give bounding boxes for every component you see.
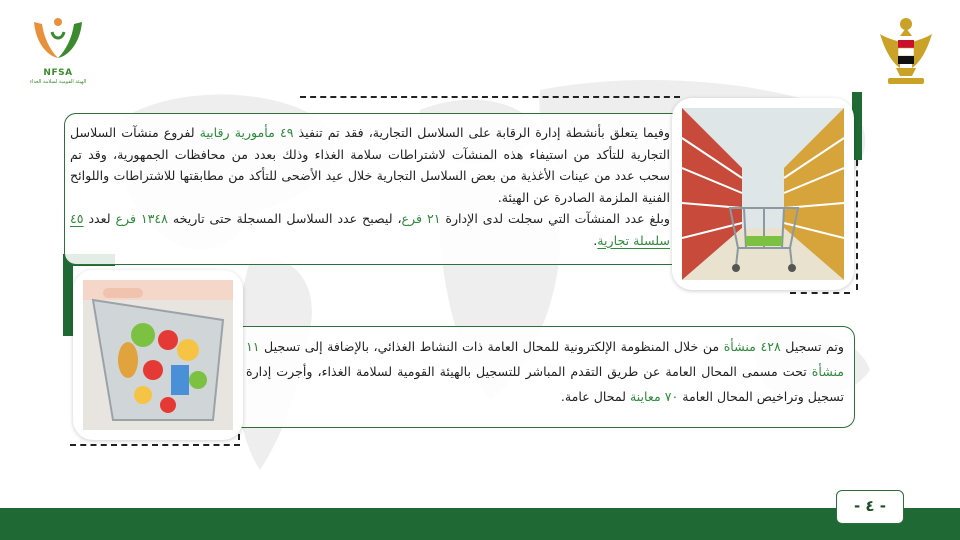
dashed-line [856, 160, 858, 290]
logo-abbreviation: NFSA [43, 68, 73, 78]
paragraph-text: . [593, 232, 598, 248]
shopping-cart-produce-image [83, 280, 233, 430]
paragraph-text: وفيما يتعلق بأنشطة إدارة الرقابة على السلاسل التجارية، فقد تم تنفيذ [293, 125, 670, 140]
highlight-chains-count: ٤٥ سلسلة تجارية [70, 211, 670, 248]
accent-tab [63, 254, 73, 336]
footer-bar [0, 508, 960, 540]
nfsa-logo-icon [28, 14, 88, 62]
shops-paragraph [246, 334, 844, 409]
highlight-total-branches: ١٣٤٨ فرع [115, 211, 168, 226]
shopping-cart-produce-photo [73, 270, 243, 440]
paragraph-text: ، ليصبح عدد السلاسل المسجلة حتى تاريخه [167, 211, 402, 226]
paragraph-text: لفروع منشآت السلاسل التجارية للتأكد من استيفاء هذه المنشآت لاشتراطات سلامة الغذاء وذلك بعدد من محافظات الجمهورية، وقد تم سحب عدد من عينات الأغذية من بعض السلاسل التجارية خلال عيد الأضحى للتأكد من مطابقتها للاشتراطات واللوائح الفنية الملزمة الصادرة عن الهيئة. [70, 125, 670, 205]
supermarket-aisle-photo [672, 98, 854, 290]
highlight-missions-count: ٤٩ مأمورية رقابية [199, 125, 294, 140]
dashed-line [70, 444, 240, 446]
chains-paragraph [70, 122, 670, 251]
page-number: - ٤ - [836, 490, 904, 524]
highlight-direct-count: ١١ منشأة [246, 339, 844, 379]
paragraph-text: تحت مسمى المحال العامة عن طريق التقدم المباشر للتسجيل بالهيئة القومية لسلامة الغذاء، وأجرت إدارة تسجيل وتراخيص المحال العامة [246, 364, 844, 404]
supermarket-aisle-image [682, 108, 844, 280]
dashed-line [790, 292, 850, 294]
paragraph-text: لمحال عامة. [560, 389, 630, 404]
paragraph-text: من خلال المنظومة الإلكترونية للمحال العامة ذات النشاط الغذائي، بالإضافة إلى تسجيل [259, 339, 724, 354]
paragraph-text: لعدد [83, 211, 116, 226]
logo-full-name: الهيئة القومية لسلامة الغذاء [29, 79, 87, 85]
highlight-new-branches: ٢١ فرع [401, 211, 441, 226]
paragraph-text: وبلغ عدد المنشآت التي سجلت لدى الإدارة [440, 211, 670, 226]
paragraph-text: وتم تسجيل [780, 339, 844, 354]
dashed-line [300, 96, 680, 98]
nfsa-logo [22, 14, 94, 96]
egypt-eagle-emblem-icon [876, 14, 936, 88]
highlight-registered-count: ٤٢٨ منشأة [723, 339, 781, 354]
highlight-inspections-count: ٧٠ معاينة [629, 389, 679, 404]
